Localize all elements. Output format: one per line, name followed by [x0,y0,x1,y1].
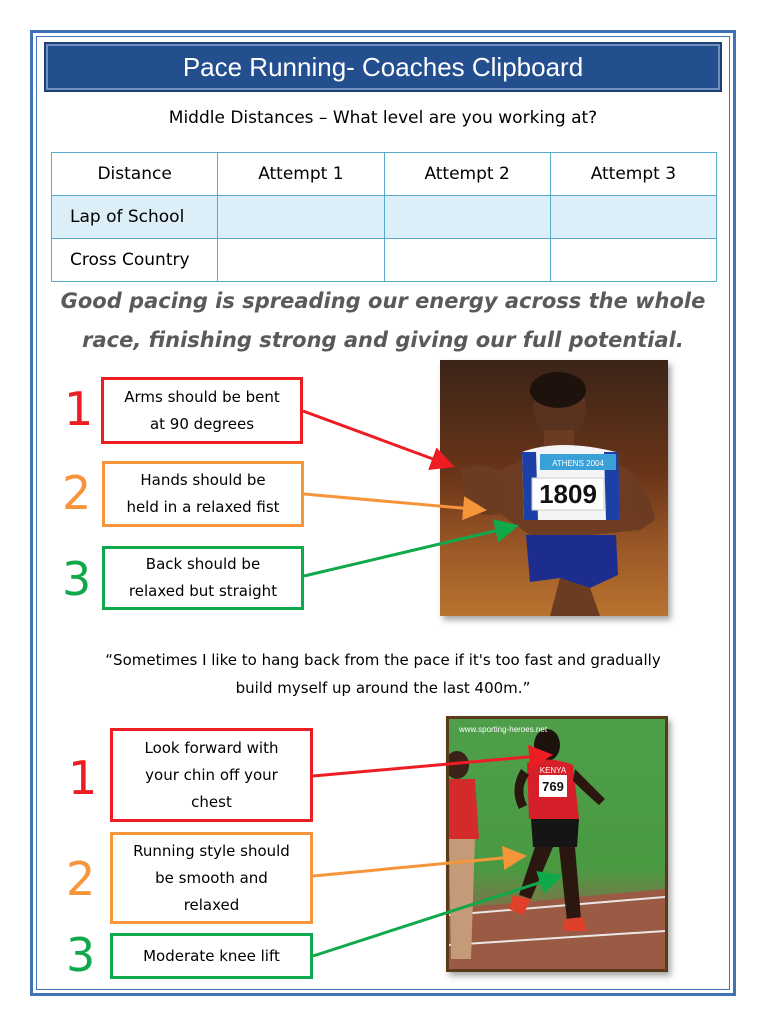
tip-text: your chin off your [145,765,278,784]
page-title: Pace Running- Coaches Clipboard [46,44,720,90]
row-label-cross-country: Cross Country [52,239,218,282]
tip-text: Look forward with [144,738,279,757]
photo-bib-number: 1809 [539,479,597,509]
photo-bib-number: 769 [542,779,564,794]
tip-text: held in a relaxed fist [126,498,280,516]
column-header-distance: Distance [52,153,218,196]
tip-text: Arms should be bent [124,387,280,406]
tip-text: Running style should [133,841,290,860]
tip-text: Hands should be [140,471,266,489]
photo-vest-text: KENYA [539,766,567,775]
athlete-quote-line-1: “Sometimes I like to hang back from the pace if it's too fast and gradually [105,651,661,669]
tip-text: chest [191,792,232,811]
tip-number-2: 2 [66,852,96,906]
arrow-look-forward [313,755,550,776]
tip-number-1: 1 [64,382,94,436]
column-header-attempt-1: Attempt 1 [218,153,384,196]
pacing-definition-line-2: race, finishing strong and giving our full potential. [82,328,684,352]
tip-text: be smooth and [155,868,268,887]
tip-number-2: 2 [62,466,92,520]
photo-credit: www.sporting-heroes.net [459,725,548,734]
arrow-running-style [313,856,524,876]
row-label-lap-of-school: Lap of School [52,196,218,239]
athlete-quote-line-2: build myself up around the last 400m.” [235,679,531,697]
column-header-attempt-3: Attempt 3 [550,153,716,196]
arrow-arms [303,411,452,466]
tip-number-3: 3 [66,928,96,982]
tip-text: relaxed [183,895,240,914]
tip-text: Moderate knee lift [143,946,280,965]
photo-banner-text: ATHENS 2004 [552,459,604,468]
tip-number-1: 1 [68,751,98,805]
table-heading: Middle Distances – What level are you working at? [168,108,598,128]
tip-text: at 90 degrees [149,414,255,433]
arrow-hands [304,494,484,510]
tip-text: relaxed but straight [128,582,278,600]
arrow-back [304,526,516,576]
column-header-attempt-2: Attempt 2 [384,153,550,196]
tip-text: Back should be [145,555,261,573]
arrow-knee-lift [313,876,560,956]
tip-number-3: 3 [62,552,92,606]
pacing-definition-line-1: Good pacing is spreading our energy across the whole [60,289,706,313]
